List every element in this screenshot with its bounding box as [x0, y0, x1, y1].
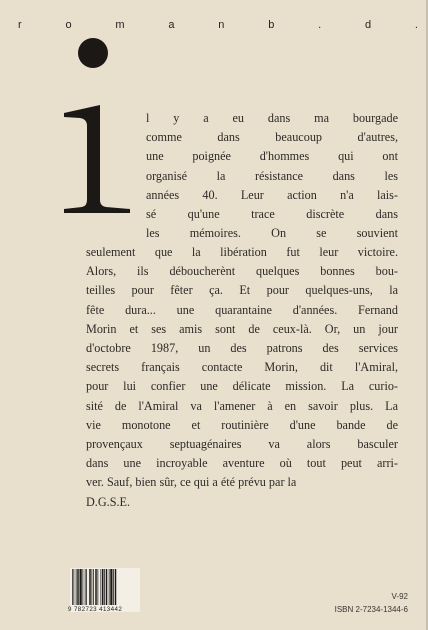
text-line: comme dans beaucoup d'autres, [146, 130, 398, 145]
text-line: secrets français contacte Morin, dit l'Amiral, [86, 360, 398, 375]
barcode-bar [95, 569, 97, 605]
barcode-bar [109, 569, 110, 605]
dropcap-stem [64, 105, 130, 213]
text-line: les mémoires. On se souvient [146, 226, 398, 241]
dropcap-i [60, 36, 136, 216]
barcode-digits: 9 782723 413442 [68, 606, 123, 613]
text-line: dans une incroyable aventure où tout peut arri- [86, 456, 398, 471]
barcode-bar [83, 569, 84, 605]
series-letter: d [364, 19, 372, 31]
series-name [18, 19, 418, 31]
barcode-bar [76, 569, 77, 605]
lead-paragraph [146, 109, 398, 243]
text-line: teilles pour fêter ça. Et pour quelques-uns, la [86, 283, 398, 298]
barcode-bar [86, 569, 87, 605]
text-line: fête dura... une quarantaine d'années. Fernand [86, 302, 398, 317]
text-line: Morin et ses amis sont de ceux-là. Or, un jour [86, 321, 398, 336]
series-letter: r [18, 19, 22, 31]
barcode-bar [113, 569, 114, 605]
barcode-bar [104, 569, 105, 605]
synopsis-body [86, 243, 398, 512]
barcode-bar [93, 569, 94, 605]
barcode-bar [74, 569, 75, 605]
text-line: sité de l'Amiral va l'amener à en savoir plus. La [86, 398, 398, 413]
text-line: vie monotone et routinière d'une bande de [86, 417, 398, 432]
text-line: provençaux septuagénaires va alors basculer [86, 437, 398, 452]
barcode-bar [77, 569, 79, 605]
barcode-bar [85, 569, 86, 605]
text-line: une poignée d'hommes qui ont [146, 149, 398, 164]
isbn: ISBN 2-7234-1344-6 [334, 605, 408, 614]
text-line: sé qu'une trace discrète dans [146, 207, 398, 222]
series-letter: b [268, 19, 275, 31]
text-line: organisé la résistance dans les [146, 168, 398, 183]
text-line: seulement que la libération fut leur victoire. [86, 245, 398, 259]
text-line: pour lui confier une délicate mission. La curio- [86, 379, 398, 394]
series-letter: o [65, 19, 72, 31]
price-code: V-92 [391, 592, 408, 601]
barcode-bar [110, 569, 112, 605]
text-line: D.G.S.E. [86, 494, 131, 509]
barcode-bar [106, 569, 108, 605]
barcode-bar [98, 569, 99, 605]
text-line: années 40. Leur action n'a lais- [146, 187, 398, 202]
text-line: d'octobre 1987, un des patrons des services [86, 341, 398, 356]
series-letter: . [414, 19, 418, 31]
barcode-bar [89, 569, 91, 605]
barcode-bar [80, 569, 82, 605]
barcode-bar [92, 569, 93, 605]
text-line: l y a eu dans ma bourgade [146, 111, 398, 125]
series-letter: m [115, 19, 125, 31]
text-line: ver. Sauf, bien sûr, ce qui a été prévu par la [86, 475, 297, 490]
series-letter: a [168, 19, 175, 31]
barcode-bar [115, 569, 117, 605]
dropcap-dot [78, 38, 108, 68]
series-letter: n [218, 19, 225, 31]
barcode-bar [102, 569, 104, 605]
text-line: Alors, ils déboucherènt quelques bonnes bou- [86, 264, 398, 279]
series-letter: . [318, 19, 322, 31]
barcode-bar [101, 569, 102, 605]
barcode-bar [72, 569, 73, 605]
